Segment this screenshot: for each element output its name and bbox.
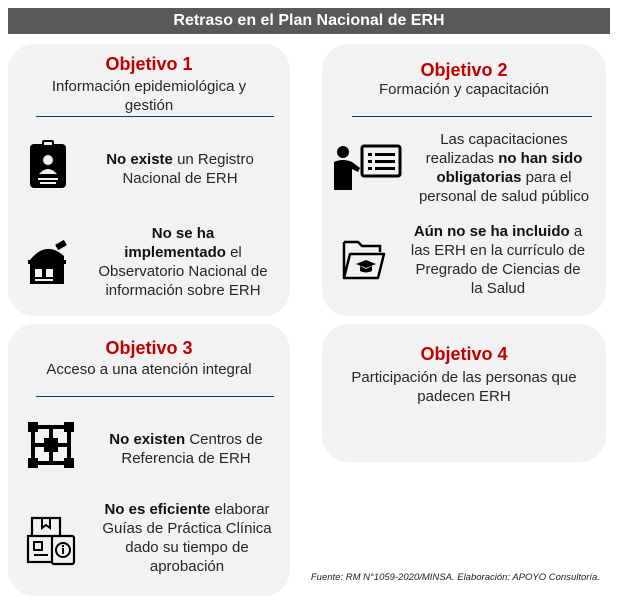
objective-3-item-1: No existen Centros de Referencia de ERH — [109, 431, 263, 467]
objective-1-item-2: No se ha implementado el Observatorio Nacional de información sobre ERH — [98, 225, 268, 299]
page-title: Retraso en el Plan Nacional de ERH — [8, 8, 610, 34]
objective-title: Objetivo 3 — [105, 338, 193, 358]
divider — [352, 116, 592, 117]
objective-subtitle: Información epidemiológica y gestión — [51, 78, 247, 114]
divider — [36, 116, 274, 117]
objective-2-item-1: Las capacitaciones realizadas no han sido obligatorias para el personal de salud público — [418, 131, 590, 205]
objective-2-card — [322, 44, 606, 316]
source-note: Fuente: RM N°1059-2020/MINSA. Elaboración: APOYO Consultoría. — [310, 572, 600, 583]
objective-subtitle: Acceso a una atención integral — [46, 361, 252, 378]
objective-1-item-1: No existe un Registro Nacional de ERH — [106, 151, 254, 187]
objective-3-card — [8, 324, 290, 596]
education-folder-icon — [340, 236, 388, 284]
divider — [36, 396, 274, 397]
clinical-guide-icon — [26, 514, 78, 566]
objective-title: Objetivo 1 — [105, 54, 193, 74]
objective-title: Objetivo 4 — [420, 344, 508, 364]
reference-center-icon — [28, 422, 74, 468]
objective-subtitle: Participación de las personas que padecen ERH — [351, 369, 577, 405]
objective-4-card — [322, 324, 606, 462]
objective-subtitle: Formación y capacitación — [378, 81, 550, 98]
objective-title: Objetivo 2 — [420, 60, 508, 80]
training-presenter-icon — [330, 144, 404, 192]
observatory-icon — [26, 238, 72, 286]
registry-id-icon — [28, 140, 68, 190]
objective-1-card — [8, 44, 290, 316]
objective-2-item-2: Aún no se ha incluido a las ERH en la currículo de Pregrado de Ciencias de la Salud — [410, 223, 586, 297]
objective-3-item-2: No es eficiente elaborar Guías de Práctica Clínica dado su tiempo de aprobación — [102, 501, 272, 575]
